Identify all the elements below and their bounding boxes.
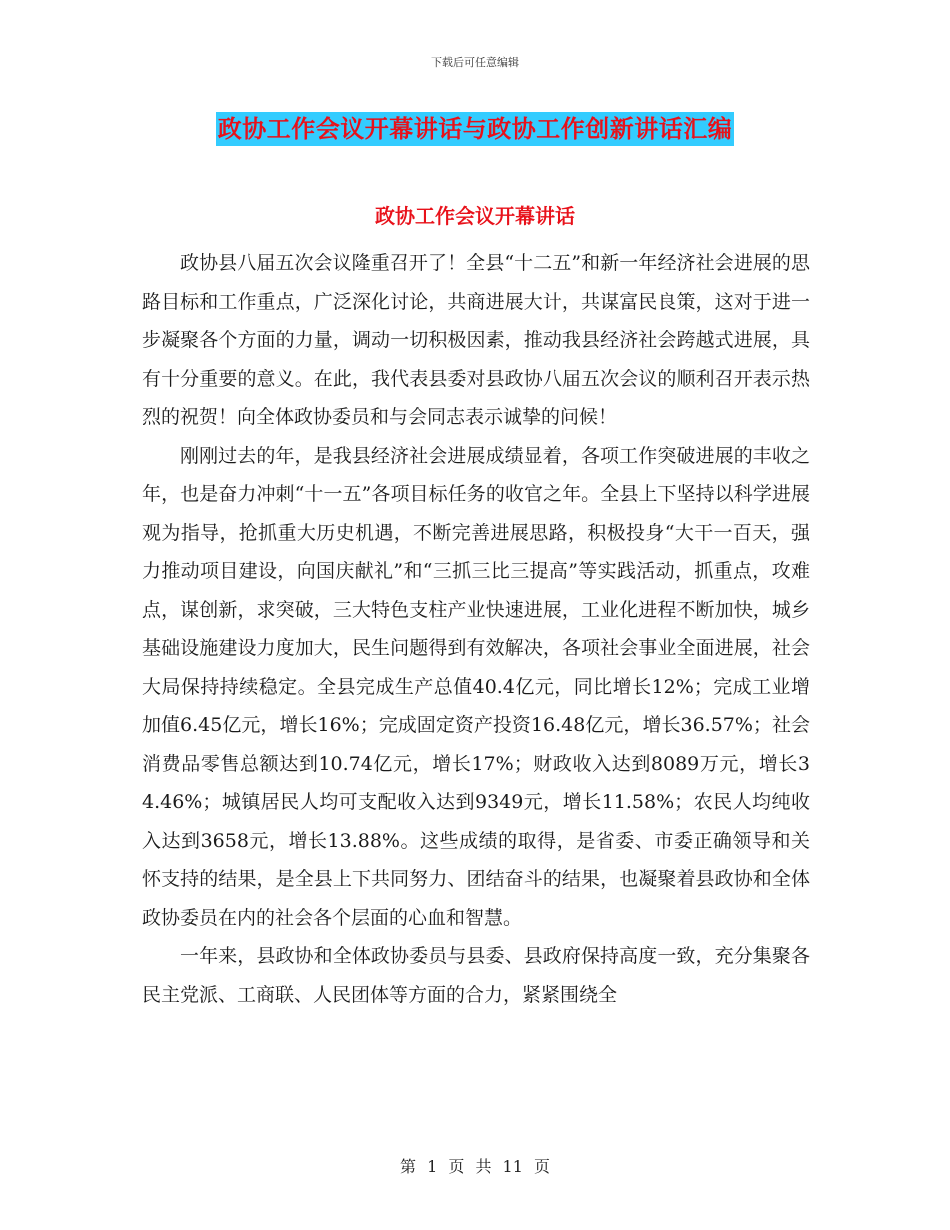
paragraph: 一年来，县政协和全体政协委员与县委、县政府保持高度一致，充分集聚各民主党派、工商联、人民团体等方面的合力，紧紧围绕全: [142, 945, 810, 1006]
page-footer: 第 1 页 共 11 页: [400, 1157, 550, 1176]
main-title: 政协工作会议开幕讲话与政协工作创新讲话汇编: [216, 112, 735, 146]
header-note: 下载后可任意编辑: [431, 56, 519, 69]
paragraph: 刚刚过去的年，是我县经济社会进展成绩显着，各项工作突破进展的丰收之年，也是奋力冲刺“十一五”各项目标任务的收官之年。全县上下坚持以科学进展观为指导，抢抓重大历史机遇，不断完善进展思路，积极投身“大干一百天，强力推动项目建设，向国庆献礼”和“三抓三比三提高”等实践活动，抓重点，攻难点，谋创新，求突破，三大特色支柱产业快速进展，工业化进程不断加快，城乡基础设施建设力度加大，民生问题得到有效解决，各项社会事业全面进展，社会大局保持持续稳定。全县完成生产总值40.4亿元，同比增长12%；完成工业增加值6.45亿元，增长16%；完成固定资产投资16.48亿元，增长36.57%；社会消费品零售总额达到10.74亿元，增长17%；财政收入达到8089万元，增长34.46%；城镇居民人均可支配收入达到9349元，增长11.58%；农民人均纯收入达到3658元，增长13.88%。这些成绩的取得，是省委、市委正确领导和关怀支持的结果，是全县上下共同努力、团结奋斗的结果，也凝聚着县政协和全体政协委员在内的社会各个层面的心血和智慧。: [142, 444, 810, 929]
section-title: 政协工作会议开幕讲话: [375, 204, 575, 228]
paragraph: 政协县八届五次会议隆重召开了！全县“十二五”和新一年经济社会进展的思路目标和工作重点，广泛深化讨论，共商进展大计，共谋富民良策，这对于进一步凝聚各个方面的力量，调动一切积极因素，推动我县经济社会跨越式进展，具有十分重要的意义。在此，我代表县委对县政协八届五次会议的顺利召开表示热烈的祝贺！向全体政协委员和与会同志表示诚挚的问候！: [142, 252, 810, 428]
main-title-container: [0, 112, 950, 146]
body-text: [142, 244, 810, 1014]
